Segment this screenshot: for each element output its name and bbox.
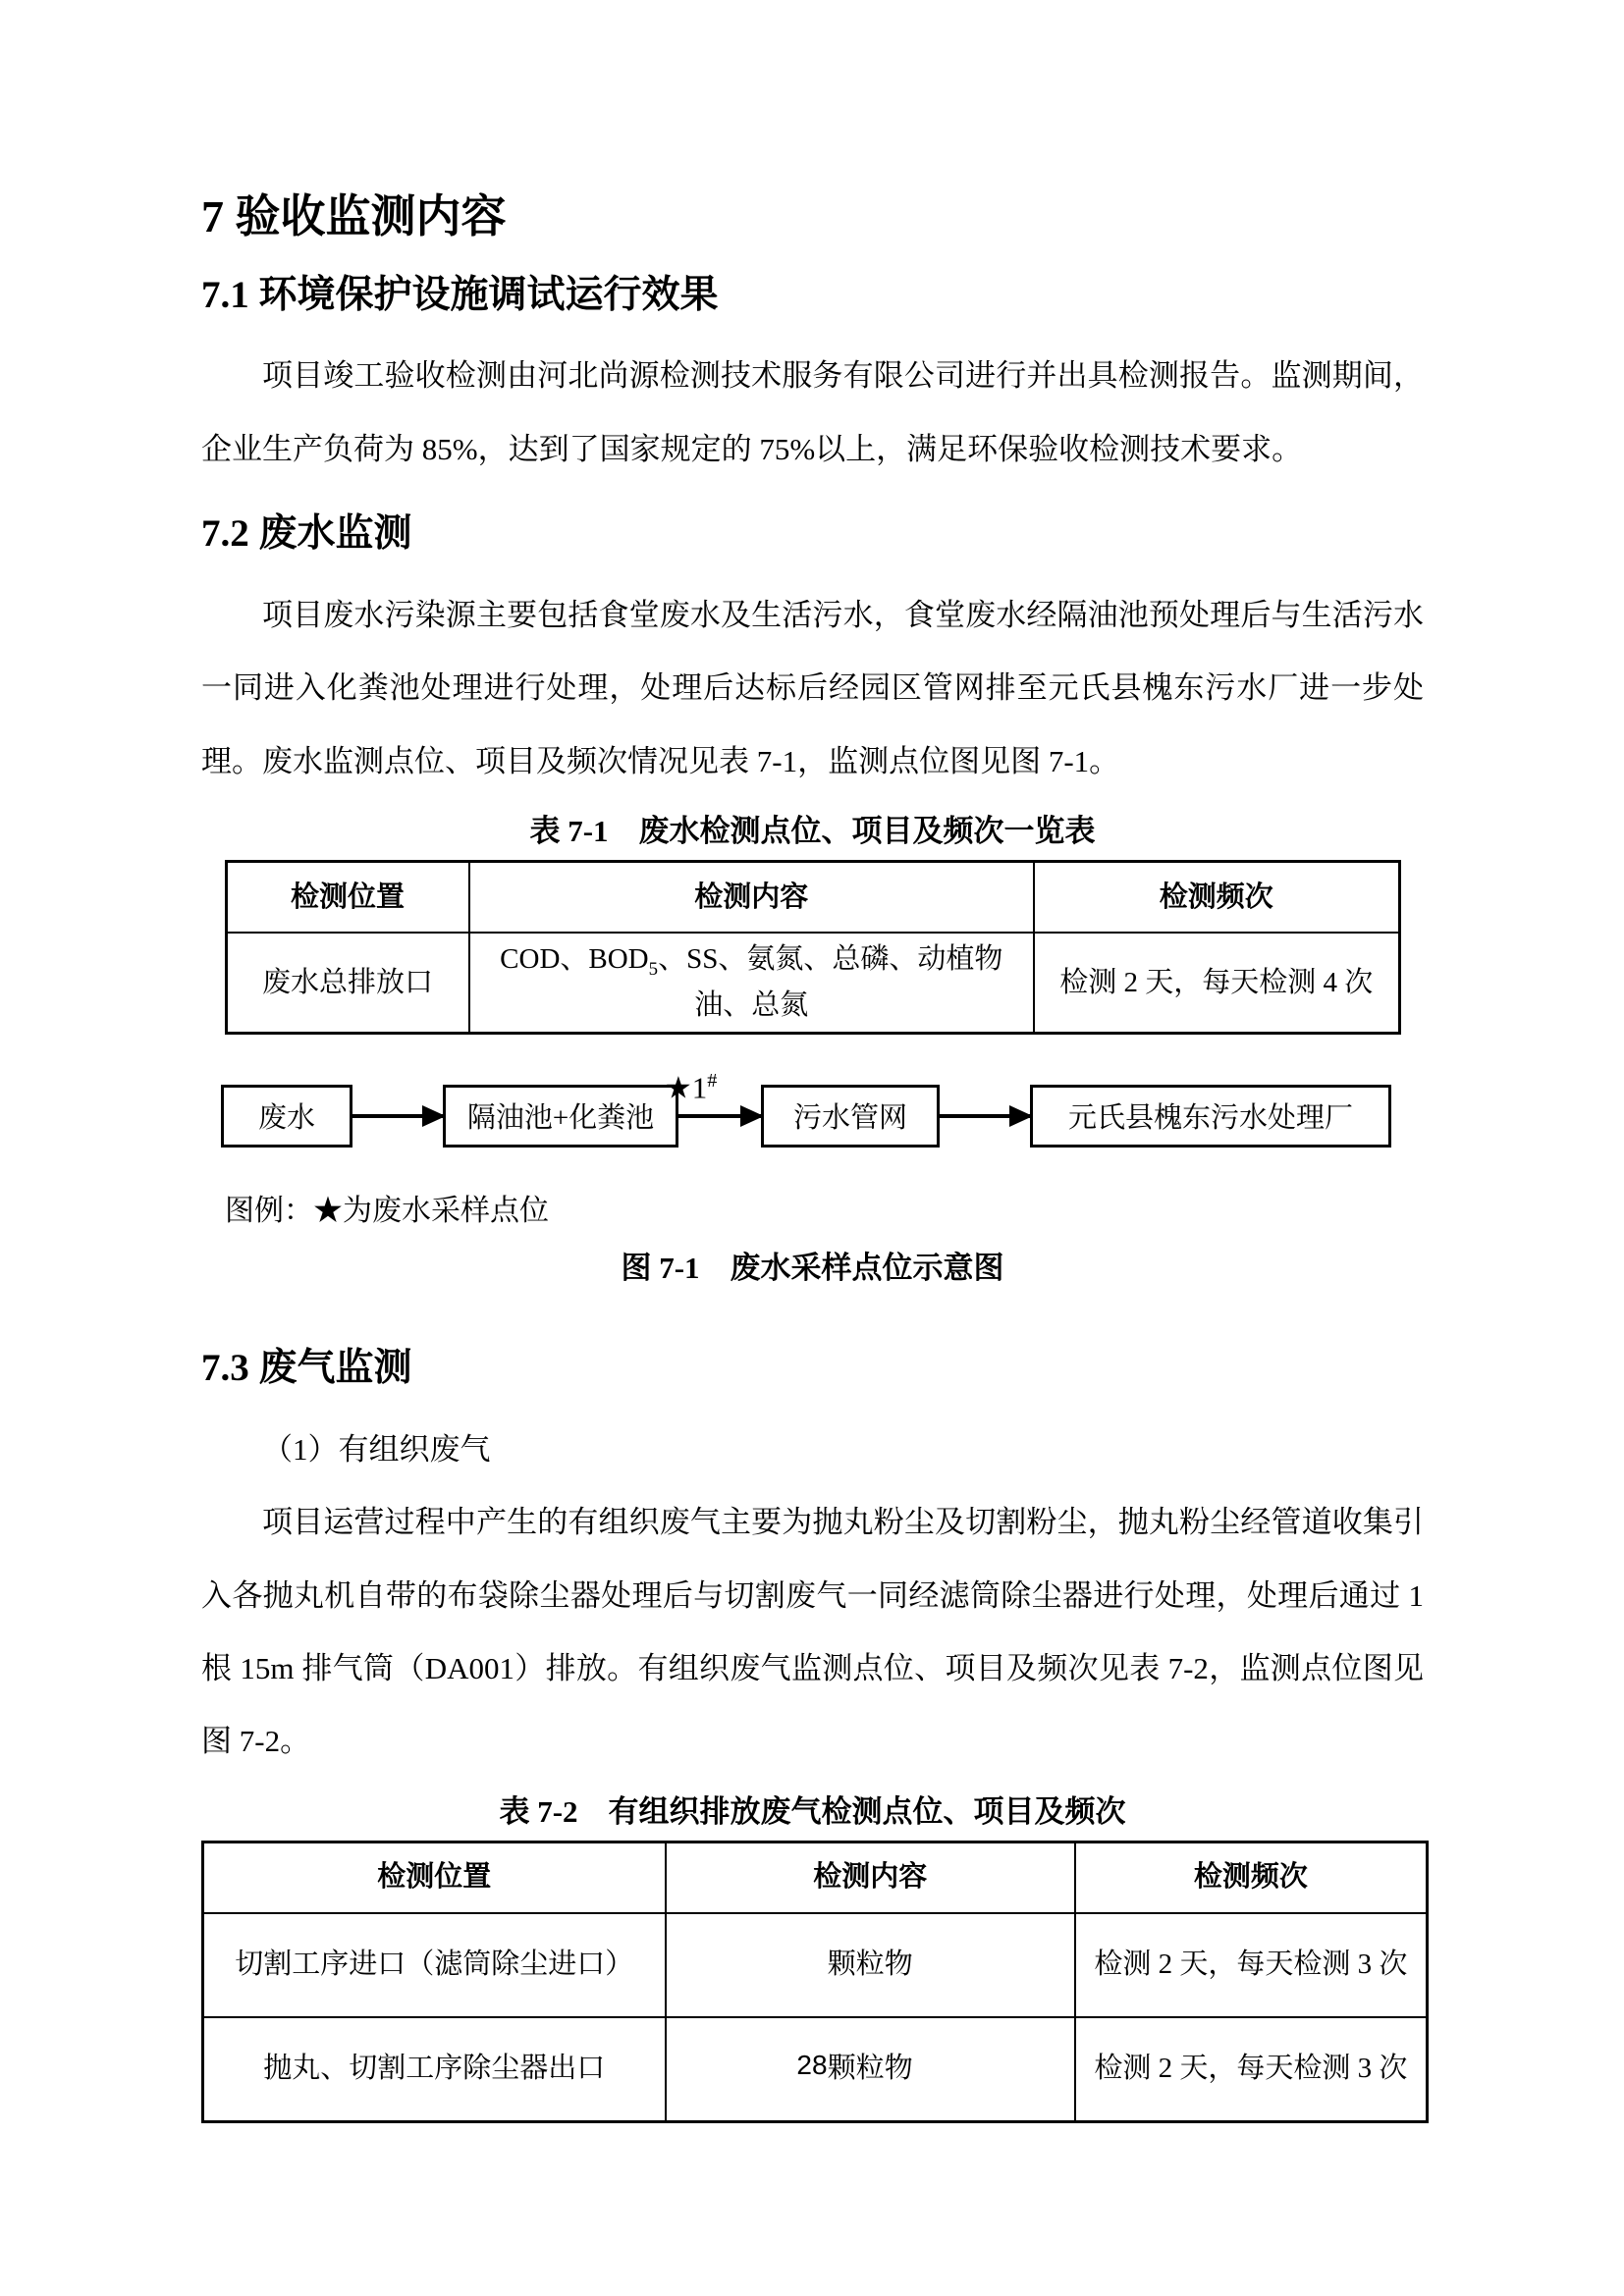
table-cell-content: 颗粒物 xyxy=(666,1913,1075,2017)
table-header-cell: 检测内容 xyxy=(666,1842,1075,1913)
table-cell-frequency: 检测 2 天，每天检测 3 次 xyxy=(1075,1913,1428,2017)
wastewater-flow-diagram xyxy=(221,1069,1424,1150)
star-label-superscript: # xyxy=(707,1069,718,1092)
section-7-3-heading: 7.3 废气监测 xyxy=(201,1346,412,1389)
section-7-heading: 7 验收监测内容 xyxy=(201,191,507,241)
table-7-2-header-row xyxy=(203,1842,1428,1913)
table-header-cell: 检测内容 xyxy=(469,862,1034,934)
flow-box-oil-separator-septic-tank: 隔油池+化粪池 xyxy=(443,1085,678,1148)
table-header-cell: 检测位置 xyxy=(226,862,469,934)
sampling-point-star-label xyxy=(665,1071,717,1102)
table-header-cell: 检测位置 xyxy=(203,1842,666,1913)
flow-arrow-with-sampling-point xyxy=(665,1069,761,1118)
table-7-1-data-row xyxy=(226,933,1399,1033)
section-7-3-paragraph: 项目运营过程中产生的有组织废气主要为抛丸粉尘及切割粉尘，抛丸粉尘经管道收集引入各抛丸机自带的布袋除尘器处理后与切割废气一同经滤筒除尘器进行处理，处理后通过 1 根 15m 排气筒（DA001）排放。有组织废气监测点位、项目及频次见表 7-2，监测点位图见图 7-2。 xyxy=(201,1505,1424,1759)
flow-arrow xyxy=(940,1114,1030,1118)
bod-subscript: 5 xyxy=(648,958,659,980)
section-7-2-heading: 7.2 废水监测 xyxy=(201,512,412,556)
section-7-2-paragraph: 项目废水污染源主要包括食堂废水及生活污水，食堂废水经隔油池预处理后与生活污水一同进入化粪池处理进行处理，处理后达标后经园区管网排至元氏县槐东污水厂进一步处理。废水监测点位、项目及频次情况见表 7-1，监测点位图见图 7-1。 xyxy=(201,597,1424,778)
table-cell-location: 抛丸、切割工序除尘器出口 xyxy=(203,2017,666,2122)
table-header-cell: 检测频次 xyxy=(1034,862,1399,934)
section-7-1-paragraph: 项目竣工验收检测由河北尚源检测技术服务有限公司进行并出具检测报告。监测期间，企业生产负荷为 85%，达到了国家规定的 75%以上，满足环保验收检测技术要求。 xyxy=(201,358,1424,466)
content-text-post: 、SS、氨氮、总磷、动植物油、总氮 xyxy=(658,943,1003,1022)
flow-box-wastewater: 废水 xyxy=(221,1085,352,1148)
table-cell-location: 切割工序进口（滤筒除尘进口） xyxy=(203,1913,666,2017)
content-text-pre: COD、BOD xyxy=(500,943,649,976)
figure-7-1-caption: 图 7-1 废水采样点位示意图 xyxy=(621,1250,1004,1285)
table-7-1 xyxy=(225,860,1401,1035)
table-7-1-caption: 表 7-1 废水检测点位、项目及频次一览表 xyxy=(529,814,1096,849)
table-7-1-header-row xyxy=(226,862,1399,934)
table-cell-frequency: 检测 2 天，每天检测 3 次 xyxy=(1075,2017,1428,2122)
star-label-text: ★1 xyxy=(665,1069,708,1104)
figure-7-1-legend: 图例：★为废水采样点位 xyxy=(225,1194,549,1227)
table-header-cell: 检测频次 xyxy=(1075,1842,1428,1913)
flow-box-sewage-pipe-network: 污水管网 xyxy=(761,1085,940,1148)
table-cell-content: 颗粒物 xyxy=(666,2017,1075,2122)
table-cell-frequency: 检测 2 天，每天检测 4 次 xyxy=(1034,933,1399,1033)
table-7-2-caption: 表 7-2 有组织排放废气检测点位、项目及频次 xyxy=(499,1793,1126,1829)
page-number: 28 xyxy=(796,2050,828,2080)
table-7-2-data-row xyxy=(203,1913,1428,2017)
flow-arrow xyxy=(352,1114,443,1118)
table-cell-location: 废水总排放口 xyxy=(226,933,469,1033)
section-7-3-subheading: （1）有组织废气 xyxy=(262,1431,491,1467)
section-7-1-heading: 7.1 环境保护设施调试运行效果 xyxy=(201,273,719,316)
table-cell-content xyxy=(469,933,1034,1033)
flow-box-huaidong-sewage-plant: 元氏县槐东污水处理厂 xyxy=(1030,1085,1391,1148)
